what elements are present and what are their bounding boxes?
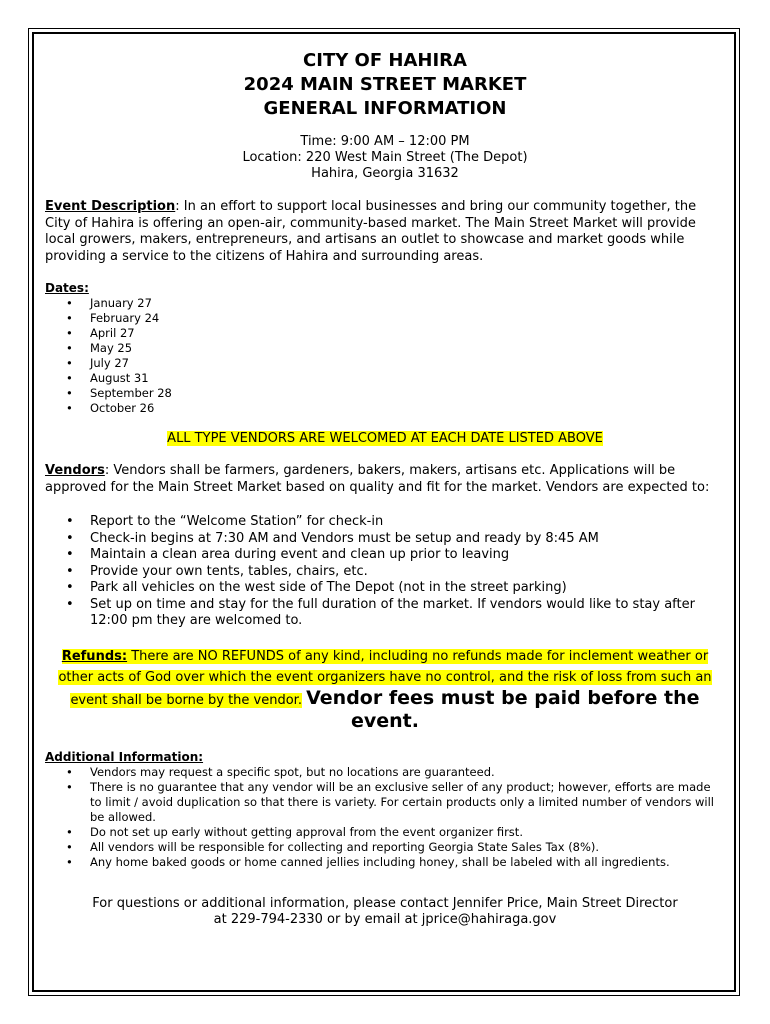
contact-info bbox=[45, 896, 725, 928]
list-item: • Report to the “Welcome Station” for check-in bbox=[90, 514, 725, 531]
contact-line-1: For questions or additional information, please contact Jennifer Price, Main Street Director bbox=[92, 895, 678, 911]
list-item: • April 27 bbox=[90, 326, 725, 341]
list-item: • October 26 bbox=[90, 401, 725, 416]
list-item: • Maintain a clean area during event and clean up prior to leaving bbox=[90, 547, 725, 564]
vendor-requirements-list bbox=[45, 514, 725, 630]
event-description-label: Event Description bbox=[45, 199, 176, 214]
list-item: • July 27 bbox=[90, 356, 725, 371]
vendor-fees-notice: Vendor fees must be paid before the event. bbox=[306, 686, 700, 732]
refunds-label: Refunds: bbox=[61, 648, 128, 664]
vendors-paragraph bbox=[45, 463, 725, 496]
dates-label: Dates: bbox=[45, 281, 89, 295]
list-item: • There is no guarantee that any vendor will be an exclusive seller of any product; however, efforts are made to limit / avoid duplication so that there is variety. For certain products only a limited number of vendors will be allowed. bbox=[90, 780, 725, 825]
list-item: • All vendors will be responsible for collecting and reporting Georgia State Sales Tax (8%). bbox=[90, 840, 725, 855]
vendors-text: : Vendors shall be farmers, gardeners, bakers, makers, artisans etc. Applications will be approved for the Main Street Market based on quality and fit for the market. Vendors are expected to: bbox=[45, 463, 710, 495]
dates-list bbox=[45, 296, 725, 416]
list-item: • September 28 bbox=[90, 386, 725, 401]
list-item: • Provide your own tents, tables, chairs, etc. bbox=[90, 564, 725, 581]
document-body bbox=[45, 48, 725, 928]
event-location: Location: 220 West Main Street (The Depot) bbox=[242, 150, 528, 165]
contact-line-2: at 229-794-2330 or by email at jprice@hahiraga.gov bbox=[213, 911, 557, 927]
title-line-1: CITY OF HAHIRA bbox=[303, 50, 467, 71]
event-description-text: : In an effort to support local businesses and bring our community together, the City of Hahira is offering an open-air, community-based market. The Main Street Market will provide local growers, makers, entrepreneurs, and artisans an outlet to showcase and market goods while providing a service to the citizens of Hahira and surrounding areas. bbox=[45, 199, 697, 264]
title-line-3: GENERAL INFORMATION bbox=[263, 98, 507, 119]
document-title bbox=[45, 49, 725, 121]
list-item: • May 25 bbox=[90, 341, 725, 356]
list-item: • August 31 bbox=[90, 371, 725, 386]
event-details bbox=[45, 134, 725, 182]
welcome-notice-text: ALL TYPE VENDORS ARE WELCOMED AT EACH DATE LISTED ABOVE bbox=[167, 431, 603, 446]
list-item: • January 27 bbox=[90, 296, 725, 311]
event-city: Hahira, Georgia 31632 bbox=[311, 166, 459, 181]
event-time: Time: 9:00 AM – 12:00 PM bbox=[300, 134, 470, 149]
title-line-2: 2024 MAIN STREET MARKET bbox=[243, 74, 527, 95]
refunds-section bbox=[45, 646, 725, 734]
additional-info-section bbox=[45, 750, 725, 870]
vendors-label: Vendors bbox=[45, 463, 105, 478]
welcome-notice bbox=[45, 431, 725, 447]
list-item: • Do not set up early without getting approval from the event organizer first. bbox=[90, 825, 725, 840]
additional-info-label: Additional Information: bbox=[45, 749, 204, 764]
refunds-text: There are NO REFUNDS of any kind, including no refunds made for inclement weather or other acts of God over which the event organizers have no control, and the risk of loss from such an event shall be borne by the vendor. bbox=[58, 648, 712, 708]
list-item: • Check-in begins at 7:30 AM and Vendors must be setup and ready by 8:45 AM bbox=[90, 531, 725, 548]
event-description bbox=[45, 199, 725, 265]
dates-section bbox=[45, 281, 725, 416]
additional-info-list bbox=[45, 765, 725, 870]
list-item: • Park all vehicles on the west side of The Depot (not in the street parking) bbox=[90, 580, 725, 597]
list-item: • February 24 bbox=[90, 311, 725, 326]
list-item: • Any home baked goods or home canned jellies including honey, shall be labeled with all ingredients. bbox=[90, 855, 725, 870]
list-item: • Set up on time and stay for the full duration of the market. If vendors would like to stay after 12:00 pm they are welcomed to. bbox=[90, 597, 725, 630]
list-item: • Vendors may request a specific spot, but no locations are guaranteed. bbox=[90, 765, 725, 780]
